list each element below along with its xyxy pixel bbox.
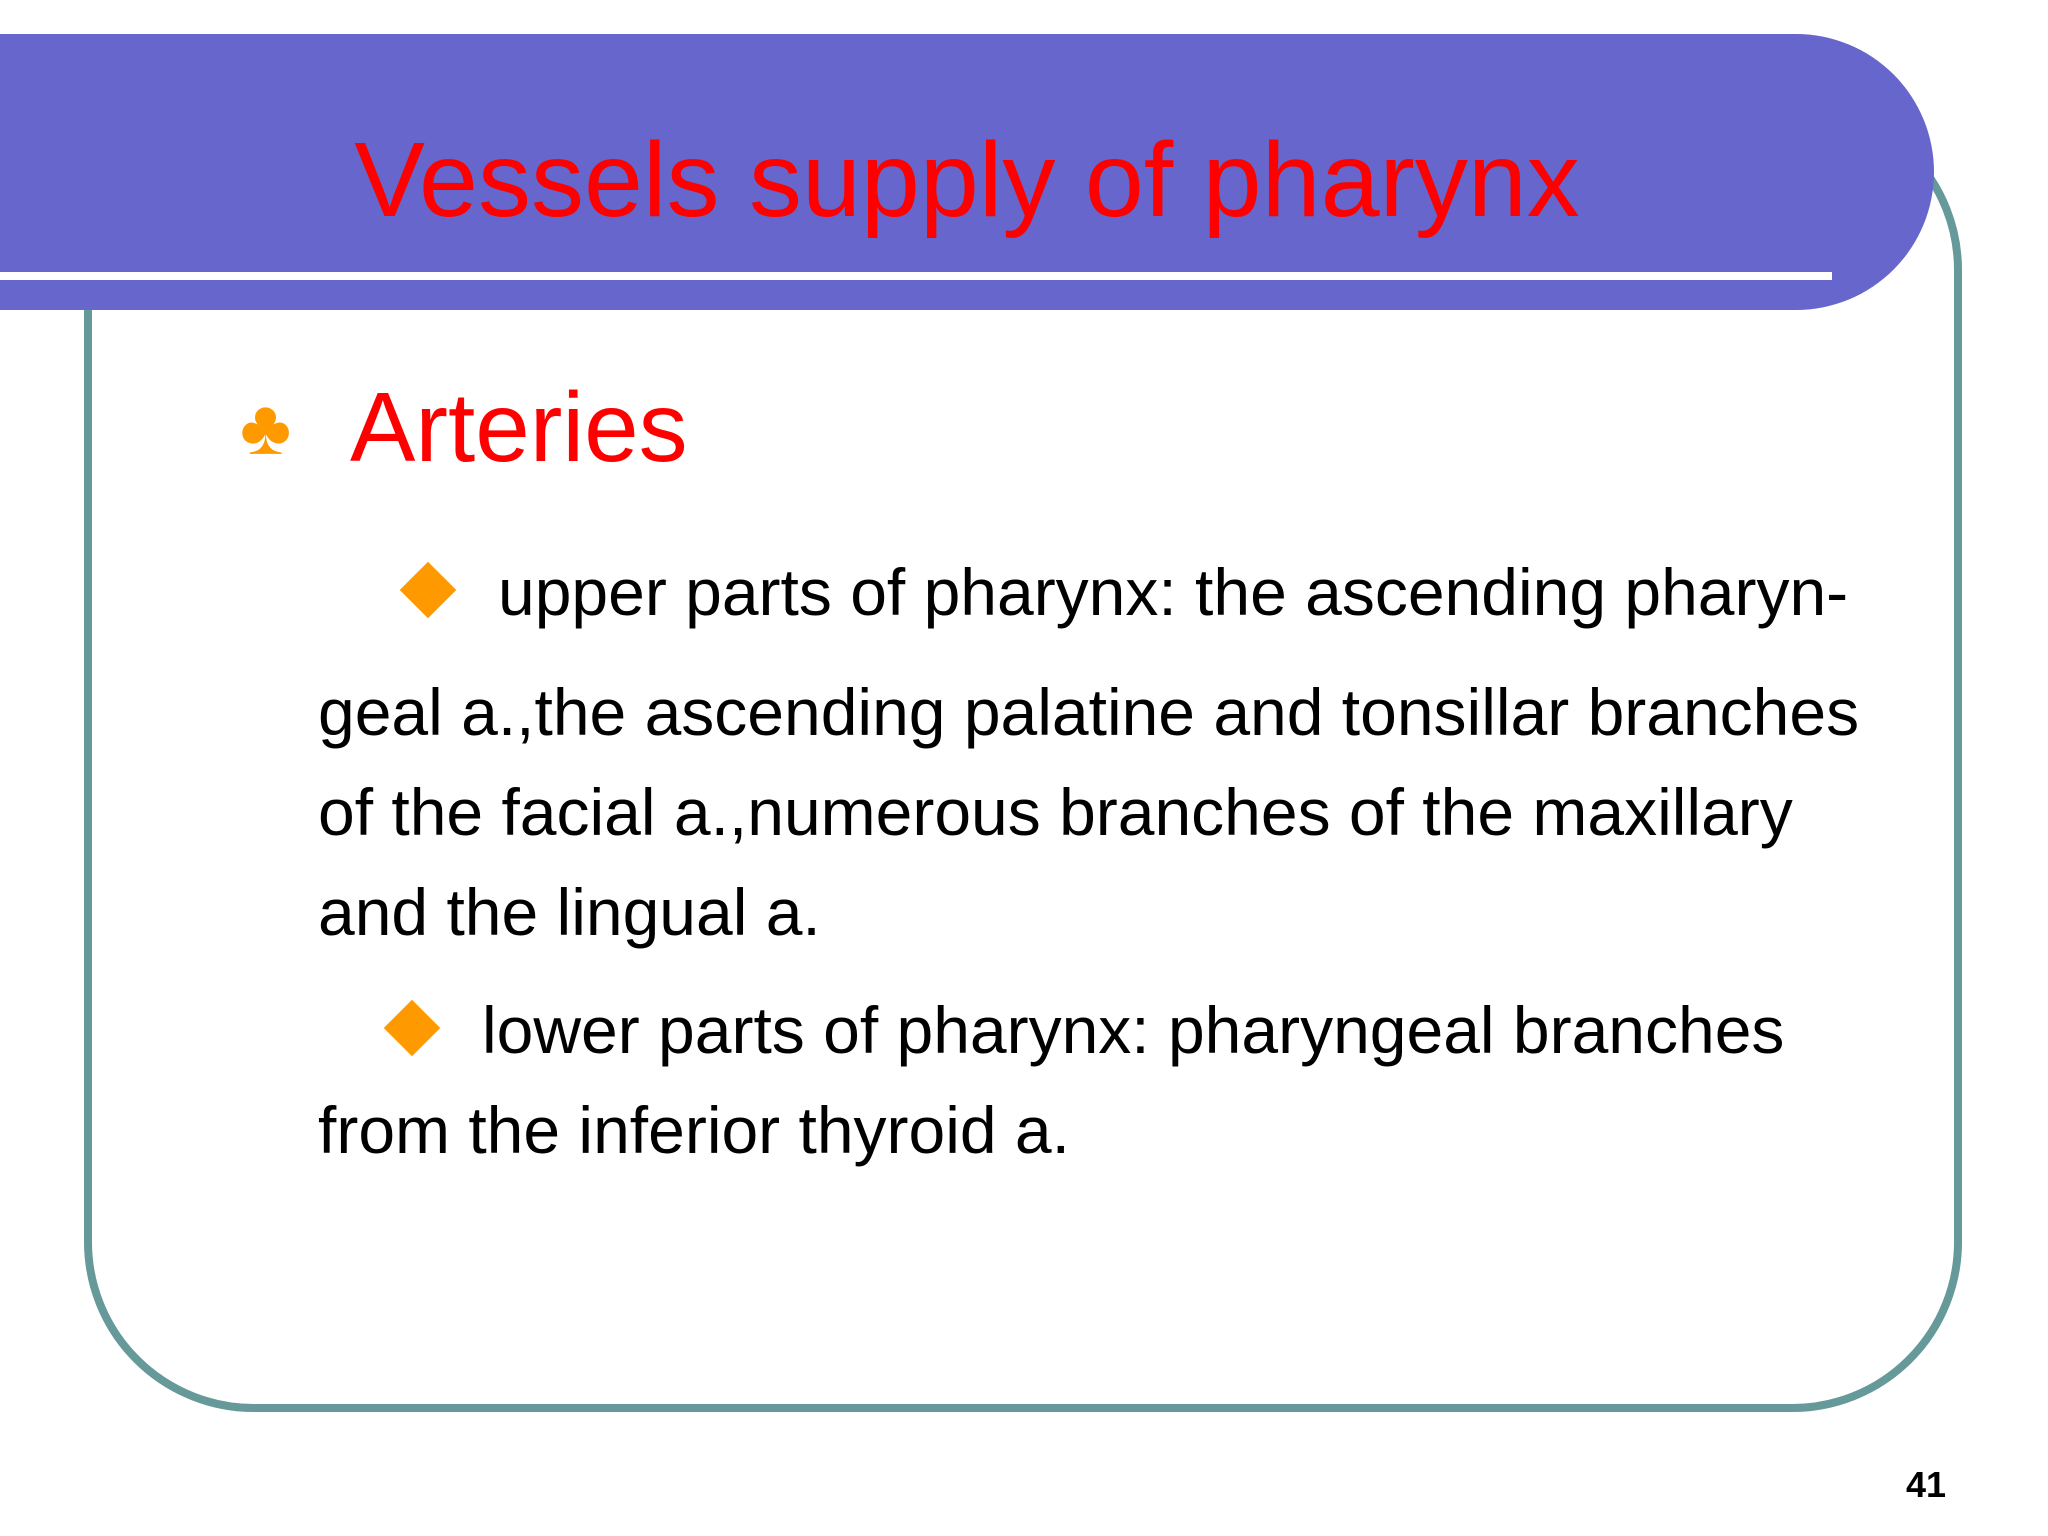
slide-title: Vessels supply of pharynx — [354, 121, 1580, 239]
bullet-line: from the inferior thyroid a. — [318, 1093, 1070, 1167]
diamond-icon — [384, 999, 441, 1056]
bullet-line — [318, 542, 1958, 642]
bullet-line: and the lingual a. — [318, 875, 821, 949]
section-heading: Arteries — [350, 372, 688, 482]
bullet-line: geal a.,the ascending palatine and tonsillar branches — [318, 675, 1860, 749]
club-icon: ♣ — [240, 383, 292, 471]
bullet-line: of the facial a.,numerous branches of the maxillary — [318, 775, 1793, 849]
bullet-text: upper parts of pharynx: the ascending pharyn- — [498, 555, 1849, 629]
bullet-upper-parts — [318, 542, 1958, 642]
bullet-text: lower parts of pharynx: pharyngeal branches — [482, 993, 1785, 1067]
bullet-line — [318, 980, 1958, 1080]
title-underline — [0, 272, 1832, 280]
bullet-upper-parts-continued — [318, 662, 1958, 962]
bullet-lower-parts — [318, 980, 1958, 1180]
diamond-icon — [400, 561, 457, 618]
heading-row — [240, 362, 688, 492]
page-number: 41 — [1905, 1464, 1946, 1505]
